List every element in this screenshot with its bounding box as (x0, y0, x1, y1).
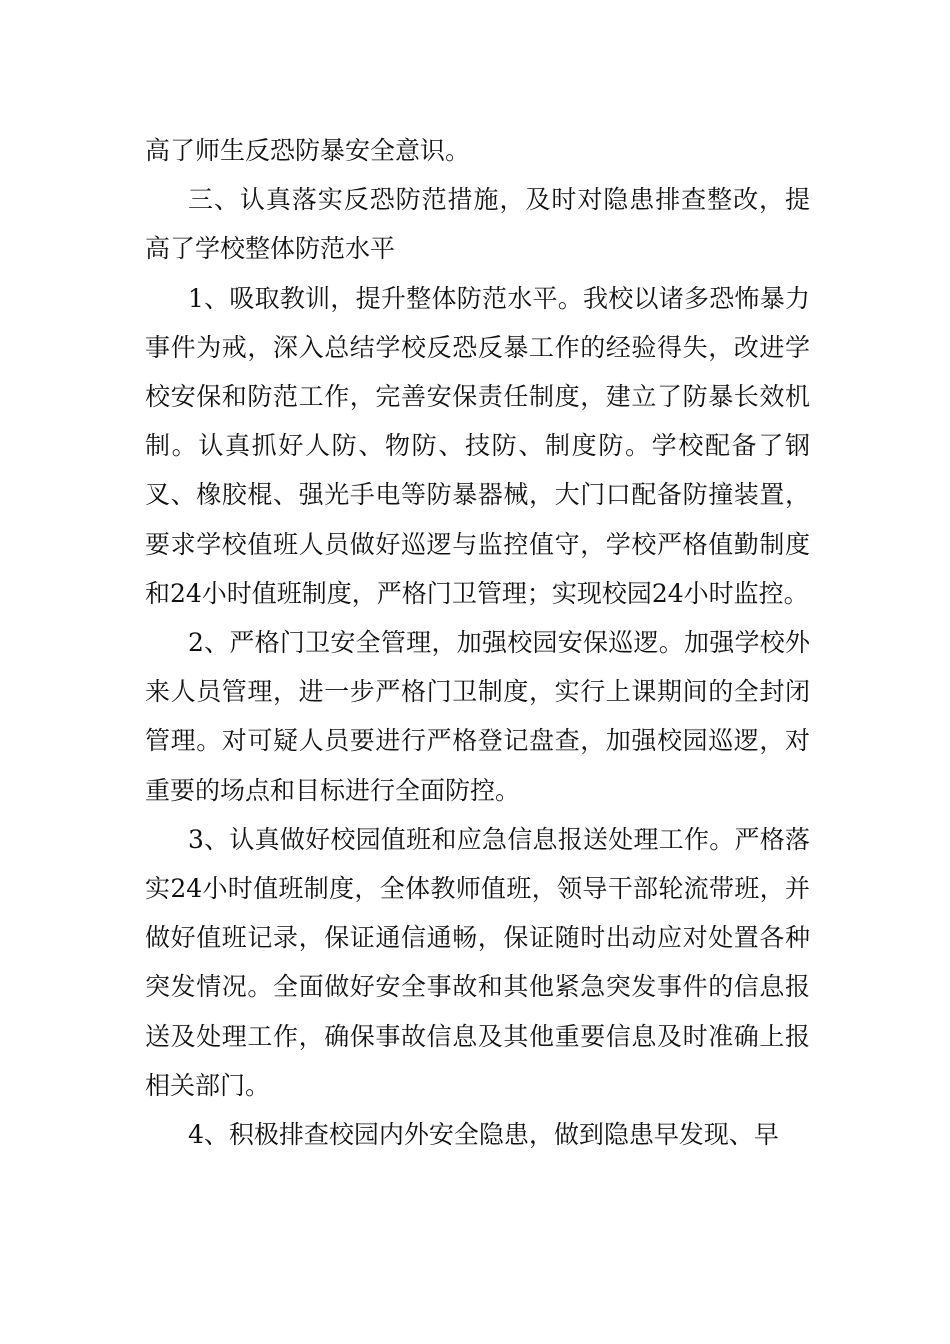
paragraph-item-2: 2、严格门卫安全管理，加强校园安保巡逻。加强学校外来人员管理，进一步严格门卫制度，实行上课期间的全封闭管理。对可疑人员要进行严格登记盘查，加强校园巡逻，对重要的场点和目标进行全面防控。 (145, 628, 810, 805)
paragraph-item-4: 4、积极排查校园内外安全隐患，做到隐患早发现、早 (188, 1120, 779, 1150)
document-body (145, 126, 810, 1159)
paragraph-item-3: 3、认真做好校园值班和应急信息报送处理工作。严格落实24小时值班制度，全体教师值班，领导干部轮流带班，并做好值班记录，保证通信通畅，保证随时出动应对处置各种突发情况。全面做好安全事故和其他紧急突发事件的信息报送及处理工作，确保事故信息及其他重要信息及时准确上报相关部门。 (145, 824, 810, 1100)
paragraph-section-heading: 三、认真落实反恐防范措施，及时对隐患排查整改，提高了学校整体防范水平 (145, 185, 810, 264)
paragraph-item-1: 1、吸取教训，提升整体防范水平。我校以诸多恐怖暴力事件为戒，深入总结学校反恐反暴工作的经验得失，改进学校安保和防范工作，完善安保责任制度，建立了防暴长效机制。认真抓好人防、物防、技防、制度防。学校配备了钢叉、橡胶棍、强光手电等防暴器械，大门口配备防撞装置，要求学校值班人员做好巡逻与监控值守，学校严格值勤制度和24小时值班制度，严格门卫管理；实现校园24小时监控。 (145, 283, 810, 608)
paragraph-continuation: 高了师生反恐防暴安全意识。 (145, 136, 471, 165)
